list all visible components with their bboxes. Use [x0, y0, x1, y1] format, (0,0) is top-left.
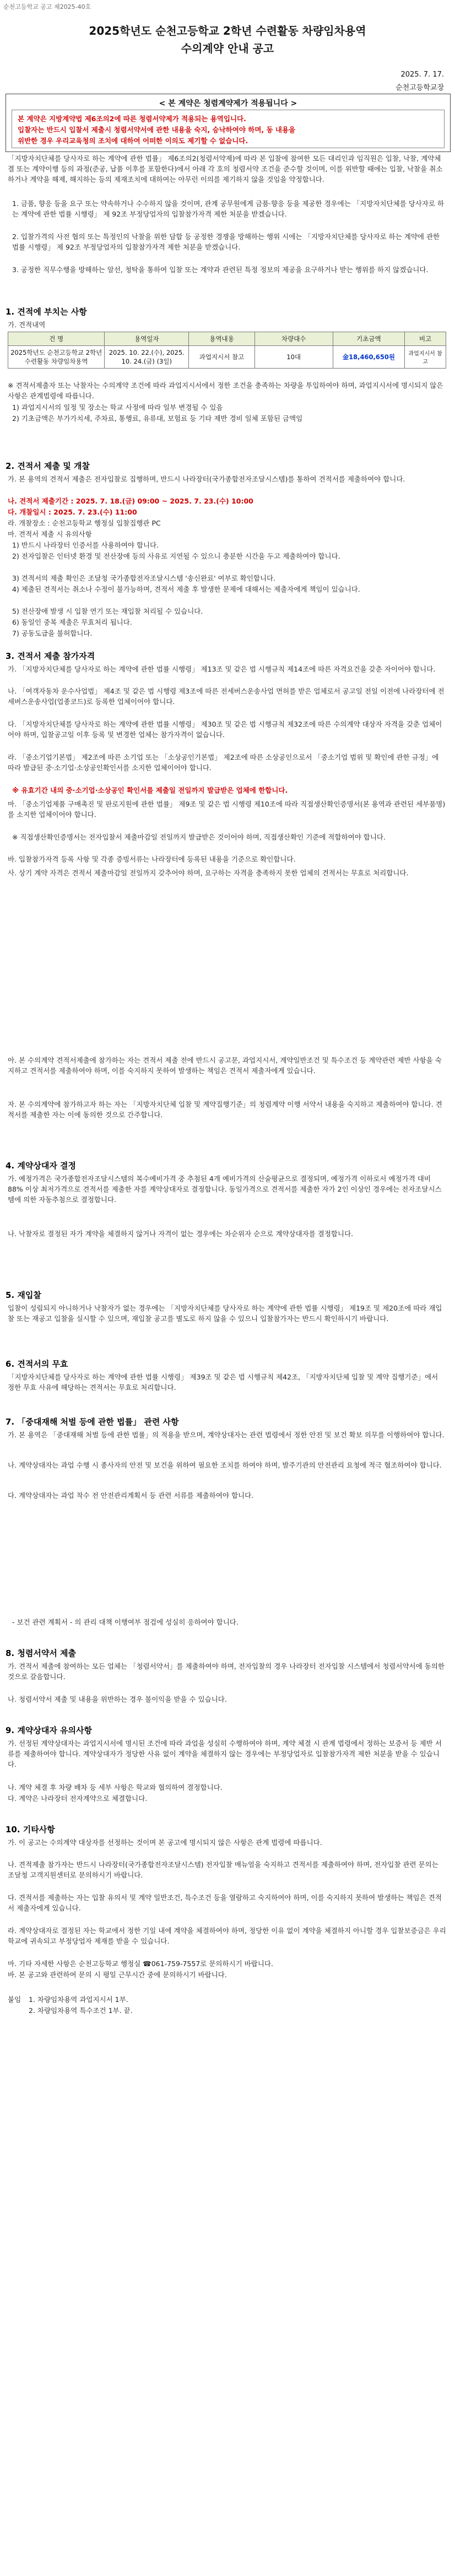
school-name: 순천고등학교장: [396, 84, 444, 92]
section-3-item: 라. 「중소기업기본법」 제2조에 따른 소기업 또는 「소상공인기본법」 제2조에 따른 소상공인으로서 「중소기업 범위 및 확인에 관한 규정」에 따라 발급된 중·소기업·소상공인확인서를 소지한 업체이어야 합니다.: [8, 753, 439, 772]
cell-note: 과업지시서 참고: [405, 346, 446, 369]
section-3-item: 마. 「중소기업제품 구매촉진 및 판로지원에 관한 법률」 제9조 및 같은 법 시행령 제10조에 따라 직접생산확인증명서(본 용역과 관련된 세부품명)를 소지한 업체이어야 합니다.: [8, 800, 446, 819]
section-2-item: 6) 동일인 중복 제출은 무효처리 됩니다.: [12, 618, 132, 626]
section-3-item: 다. 「지방자치단체를 당사자로 하는 계약에 관한 법률 시행령」 제30조 및 같은 법 시행규칙 제32조에 따른 수의계약 대상자 자격을 갖춘 업체이어야 하며, 입찰공고일 이후 등록 및 변경한 업체는 참가자격이 없습니다.: [8, 720, 442, 739]
table-row: [8, 346, 446, 369]
intro-paragraph: 「지방자치단체를 당사자로 하는 계약에 관한 법률」 제6조의2(청렴서약제)에 따라 본 입찰에 참여한 모든 대리인과 임직원은 입찰, 낙찰, 계약체결 또는 계약이행 등의 과정(준공, 납품 이후를 포함한다)에서 아래 각 호의 청렴서약 조건을 준수할 것이며, 이를 위반할 때에는 입찰, 낙찰을 취소하거나 계약을 해제, 해지하는 등의 제재조치에 대하여는 아무런 이의를 제기하지 않을 것임을 약정합니다.: [8, 154, 443, 183]
section-9-text: 가. 선정된 계약상대자는 과업지시서에 명시된 조건에 따라 과업을 성실히 수행하여야 하며, 계약 체결 시 관계 법령에서 정하는 보증서 등 제반 서류를 제출하여야 합니다. 계약상대자가 정당한 사유 없이 계약을 체결하지 않는 경우에는 부정당업자로 입찰참가자격 제한 처분을 받을 수 있습니다.: [8, 1739, 442, 1768]
attachment-label: 붙임: [8, 1995, 21, 2004]
section-1-sub: 가. 견적내역: [8, 321, 46, 329]
section-4-text: 가. 예정가격은 국가종합전자조달시스템의 복수예비가격 중 추첨된 4개 예비가격의 산술평균으로 결정되며, 예정가격 이하로서 예정가격 대비 88% 이상 최저가격으로 견적서를 제출한 자를 계약상대자로 결정합니다. 동일가격으로 견적서를 제출한 자가 2인 이상인 경우에는 전자조달시스템에 의한 자동추첨으로 결정합니다.: [8, 1175, 442, 1204]
section-10-item: 나. 견적제출 참가자는 반드시 나라장터(국가종합전자조달시스템) 전자입찰 매뉴얼을 숙지하고 견적서를 제출하여야 하며, 전자입찰 관련 문의는 조달청 고객지원센터로 문의하시기 바랍니다.: [8, 1860, 438, 1879]
section-9-text: 나. 계약 체결 후 차량 배차 등 세부 사항은 학교와 협의하여 결정합니다.: [8, 1783, 223, 1792]
section-1-item-2: 2) 기초금액은 부가가치세, 주차료, 통행료, 유류대, 보험료 등 기타 제반 경비 일체 포함된 금액임: [12, 414, 303, 423]
cell-name: 2025학년도 순천고등학교 2학년 수련활동 차량임차용역: [8, 346, 105, 369]
section-10-item: 바. 본 공고와 관련하여 문의 시 평일 근무시간 중에 문의하시기 바랍니다.: [8, 1971, 227, 1979]
intro-item-1: 1. 금품, 향응 등을 요구 또는 약속하거나 수수하지 않을 것이며, 관계 공무원에게 금품·향응 등을 제공한 경우에는 「지방자치단체를 당사자로 하는 계약에 관한 법률 시행령」 제 92조 부정당업자의 입찰참가자격 제한 처분을 받겠습니다.: [12, 199, 445, 218]
bid-table: [8, 332, 446, 369]
section-2-item: 7) 공동도급을 불허합니다.: [12, 629, 93, 637]
integrity-notice-box: [6, 94, 451, 152]
section-7-title: 7. 「중대재해 처벌 등에 관한 법률」 관련 사항: [6, 1417, 179, 1427]
intro-item-2: 2. 입찰가격의 사전 협의 또는 특정인의 낙찰을 위한 담합 등 공정한 경쟁을 방해하는 행위 시에는 「지방자치단체를 당사자로 하는 계약에 관한 법률 시행령」 제 92조 부정당업자의 입찰참가자격 제한 처분을 받겠습니다.: [12, 232, 440, 251]
section-6-text: 「지방자치단체를 당사자로 하는 계약에 관한 법률 시행령」 제39조 및 같은 법 시행규칙 제42조, 「지방자치단체 입찰 및 계약 집행기준」에서 정한 무효 사유에 해당하는 견적서는 무효로 처리합니다.: [8, 1373, 438, 1392]
cell-content: 과업지시서 참고: [189, 346, 254, 369]
section-8-title: 8. 청렴서약서 제출: [6, 1648, 77, 1658]
section-4-text: 나. 낙찰자로 결정된 자가 계약을 체결하지 않거나 자격이 없는 경우에는 차순위자 순으로 계약상대자를 결정합니다.: [8, 1230, 354, 1238]
col-count: 차량대수: [254, 332, 333, 346]
section-5-text: 입찰이 성립되지 아니하거나 낙찰자가 없는 경우에는 「지방자치단체를 당사자로 하는 계약에 관한 법률 시행령」 제19조 및 제20조에 따라 재입찰 또는 재공고 입찰을 실시할 수 있으며, 재입찰 공고를 별도로 하지 않을 수 있으니 입찰참가자는 반드시 확인하시기 바랍니다.: [8, 1304, 442, 1323]
section-3-title: 3. 견적서 제출 참가자격: [6, 651, 95, 661]
col-content: 용역내용: [189, 332, 254, 346]
notice-line: 위반한 경우 우리교육청의 조치에 대하여 어떠한 이의도 제기할 수 없습니다.: [18, 137, 248, 145]
section-2-item: 라. 개찰장소 : 순천고등학교 행정실 입찰집행관 PC: [8, 519, 161, 527]
section-4-title: 4. 계약상대자 결정: [6, 1161, 77, 1171]
doc-number: 순천고등학교 공고 제2025-40호: [3, 3, 91, 10]
section-3-item: 가. 「지방자치단체를 당사자로 하는 계약에 관한 법률 시행령」 제13조 및 같은 법 시행규칙 제14조에 따른 자격요건을 갖춘 자이어야 합니다.: [8, 665, 436, 673]
intro-item-3: 3. 공정한 직무수행을 방해하는 알선, 청탁을 통하여 입찰 또는 계약과 관련된 특정 정보의 제공을 요구하거나 받는 행위를 하지 않겠습니다.: [12, 266, 429, 274]
section-8-text: 가. 견적서 제출에 참여하는 모든 업체는 「청렴서약서」를 제출하여야 하며, 전자입찰의 경우 나라장터 전자입찰 시스템에서 청렴서약서에 동의한 것으로 갈음합니다.: [8, 1662, 445, 1681]
cell-amount: 金18,460,650원: [333, 346, 405, 369]
title-line-2: 수의계약 안내 공고: [181, 42, 274, 55]
attachment-item: 1. 차량임차용역 과업지시서 1부.: [29, 1995, 128, 2004]
section-3-item: 나. 「여객자동차 운수사업법」 제4조 및 같은 법 시행령 제3조에 따른 전세버스운송사업 면허를 받은 업체로서 공고일 전일 이전에 나라장터에 전세버스운송사업(업종코드)로 등록한 업체이어야 합니다.: [8, 687, 445, 706]
blank-space: [8, 892, 446, 1047]
section-1-note: ※ 견적서제출자 또는 낙찰자는 수의계약 조건에 따라 과업지시서에서 정한 조건을 충족하는 차량을 투입하여야 하며, 과업지시서에 명시되지 않은 사항은 관계법령에 따릅니다.: [8, 381, 443, 400]
integrity-notice-body: [12, 110, 445, 148]
section-10-item: 라. 계약상대자로 결정된 자는 학교에서 정한 기일 내에 계약을 체결하여야 하며, 정당한 이유 없이 계약을 체결하지 아니할 경우 입찰보증금은 우리 학교에 귀속되고 부정당업자 제재를 받을 수 있습니다.: [8, 1926, 446, 1945]
section-2-item: 2) 전자입찰은 인터넷 환경 및 전산장애 등의 사유로 지연될 수 있으니 충분한 시간을 두고 제출하여야 합니다.: [12, 552, 340, 560]
notice-line: 입찰자는 반드시 입찰서 제출시 청렴서약서에 관한 내용을 숙지, 승낙하여야 하며, 동 내용을: [18, 126, 296, 134]
section-3-tail: 아. 본 수의계약 견적서제출에 참가하는 자는 견적서 제출 전에 반드시 공고문, 과업지시서, 계약일반조건 및 특수조건 등 계약관련 제반 사항을 숙지하고 견적서를 제출하여야 하며, 이를 숙지하지 못하여 발생하는 책임은 견적서 제출자에게 있습니다.: [8, 1056, 442, 1075]
col-note: 비고: [405, 332, 446, 346]
notice-date: 2025. 7. 17.: [400, 71, 444, 79]
section-10-item: 가. 이 공고는 수의계약 대상자를 선정하는 것이며 본 공고에 명시되지 않은 사항은 관계 법령에 따릅니다.: [8, 1838, 322, 1847]
section-5-title: 5. 재입찰: [6, 1290, 41, 1300]
cell-count: 10대: [254, 346, 333, 369]
section-6-title: 6. 견적서의 무효: [6, 1359, 68, 1369]
section-2-item: 4) 제출된 견적서는 취소나 수정이 불가능하며, 견적서 제출 후 발생한 문제에 대해서는 제출자에게 책임이 있습니다.: [12, 585, 360, 593]
section-2-title: 2. 견적서 제출 및 개찰: [6, 461, 90, 471]
col-period: 용역일자: [105, 332, 189, 346]
section-8-text: 나. 청렴서약서 제출 및 내용을 위반하는 경우 불이익을 받을 수 있습니다.: [8, 1695, 227, 1703]
cell-period: 2025. 10. 22.(수), 2025. 10. 24.(금) (3일): [105, 346, 189, 369]
section-2-item: 마. 견적서 제출 시 유의사항: [8, 530, 92, 538]
section-2-item: 1) 반드시 나라장터 인증서를 사용하여야 합니다.: [12, 541, 159, 549]
section-9-title: 9. 계약상대자 유의사항: [6, 1725, 92, 1735]
section-7-item: 다. 계약상대자는 과업 착수 전 안전관리계획서 등 관련 서류를 제출하여야 합니다.: [8, 1491, 254, 1500]
section-3-tail: 자. 본 수의계약에 참가하고자 하는 자는 「지방자치단체 입찰 및 계약집행기준」의 청렴계약 이행 서약서 내용을 숙지하고 제출하여야 합니다. 견적서를 제출한 자는 이에 동의한 것으로 간주합니다.: [8, 1100, 442, 1119]
section-3-item: 바. 입찰참가자격 등록 사항 및 각종 증빙서류는 나라장터에 등록된 내용을 기준으로 확인합니다.: [8, 855, 296, 863]
col-amount: 기초금액: [333, 332, 405, 346]
section-7-item: 나. 계약상대자는 과업 수행 시 종사자의 안전 및 보건을 위하여 필요한 조치를 하여야 하며, 발주기관의 안전관리 요청에 적극 협조하여야 합니다.: [8, 1461, 442, 1469]
notice-line: 본 계약은 지방계약법 제6조의2에 따른 청렴서약제가 적용되는 용역입니다.: [18, 115, 246, 123]
attachment-item: 2. 차량임차용역 특수조건 1부. 끝.: [29, 2006, 133, 2015]
blank-space: [8, 1509, 446, 1609]
section-3-item: ※ 유효기간 내의 중·소기업·소상공인 확인서를 제출일 전일까지 발급받은 업체에 한합니다.: [12, 786, 288, 794]
section-10-item: 다. 견적서를 제출하는 자는 입찰 유의서 및 계약 일반조건, 특수조건 등을 열람하고 숙지하여야 하며, 이를 숙지하지 못하여 발생하는 책임은 견적서 제출자에게 있습니다.: [8, 1893, 442, 1912]
section-2-item: 나. 견적서 제출기간 : 2025. 7. 18.(금) 09:00 ~ 2025. 7. 23.(수) 10:00: [8, 497, 253, 505]
section-7-tail: - 보건 관련 계획서 - 의 관리 대책 이행여부 점검에 성실히 응하여야 합니다.: [12, 1618, 239, 1626]
section-2-item: 5) 전산장애 발생 시 입찰 연기 또는 재입찰 처리될 수 있습니다.: [12, 607, 203, 615]
section-2-item: 다. 개찰일시 : 2025. 7. 23.(수) 11:00: [8, 508, 137, 516]
integrity-notice-header: < 본 계약은 청렴계약제가 적용됩니다 >: [159, 99, 297, 108]
section-3-item: 사. 상기 계약 자격은 견적서 제출마감일 전일까지 갖추어야 하며, 요구하는 자격을 충족하지 못한 업체의 견적서는 무효로 처리합니다.: [8, 869, 409, 877]
section-9-text: 다. 계약은 나라장터 전자계약으로 체결합니다.: [8, 1794, 148, 1803]
col-name: 건 명: [8, 332, 105, 346]
section-10-title: 10. 기타사항: [6, 1825, 55, 1834]
title-line-1: 2025학년도 순천고등학교 2학년 수련활동 차량임차용역: [89, 24, 366, 37]
section-7-item: 가. 본 용역은 「중대재해 처벌 등에 관한 법률」의 적용을 받으며, 계약상대자는 관련 법령에서 정한 안전 및 보건 확보 의무를 이행하여야 합니다.: [8, 1431, 445, 1439]
section-1-title: 1. 견적에 부치는 사항: [6, 307, 87, 317]
section-2-item: 가. 본 용역의 견적서 제출은 전자입찰로 집행하며, 반드시 나라장터(국가종합전자조달시스템)를 통하여 견적서를 제출하여야 합니다.: [8, 475, 405, 483]
section-10-item: 마. 기타 자세한 사항은 순천고등학교 행정실 ☎061-759-7557로 문의하시기 바랍니다.: [8, 1960, 273, 1968]
section-2-item: 3) 견적서의 제출 확인은 조달청 국가종합전자조달시스템 '송신완료' 여부로 확인합니다.: [12, 574, 276, 582]
section-1-item-1: 1) 과업지시서의 일정 및 장소는 학교 사정에 따라 일부 변경될 수 있음: [12, 403, 223, 412]
section-3-item: ※ 직접생산확인증명서는 전자입찰서 제출마감일 전일까지 발급받은 것이어야 하며, 직접생산확인 기준에 적합하여야 합니다.: [12, 833, 386, 841]
